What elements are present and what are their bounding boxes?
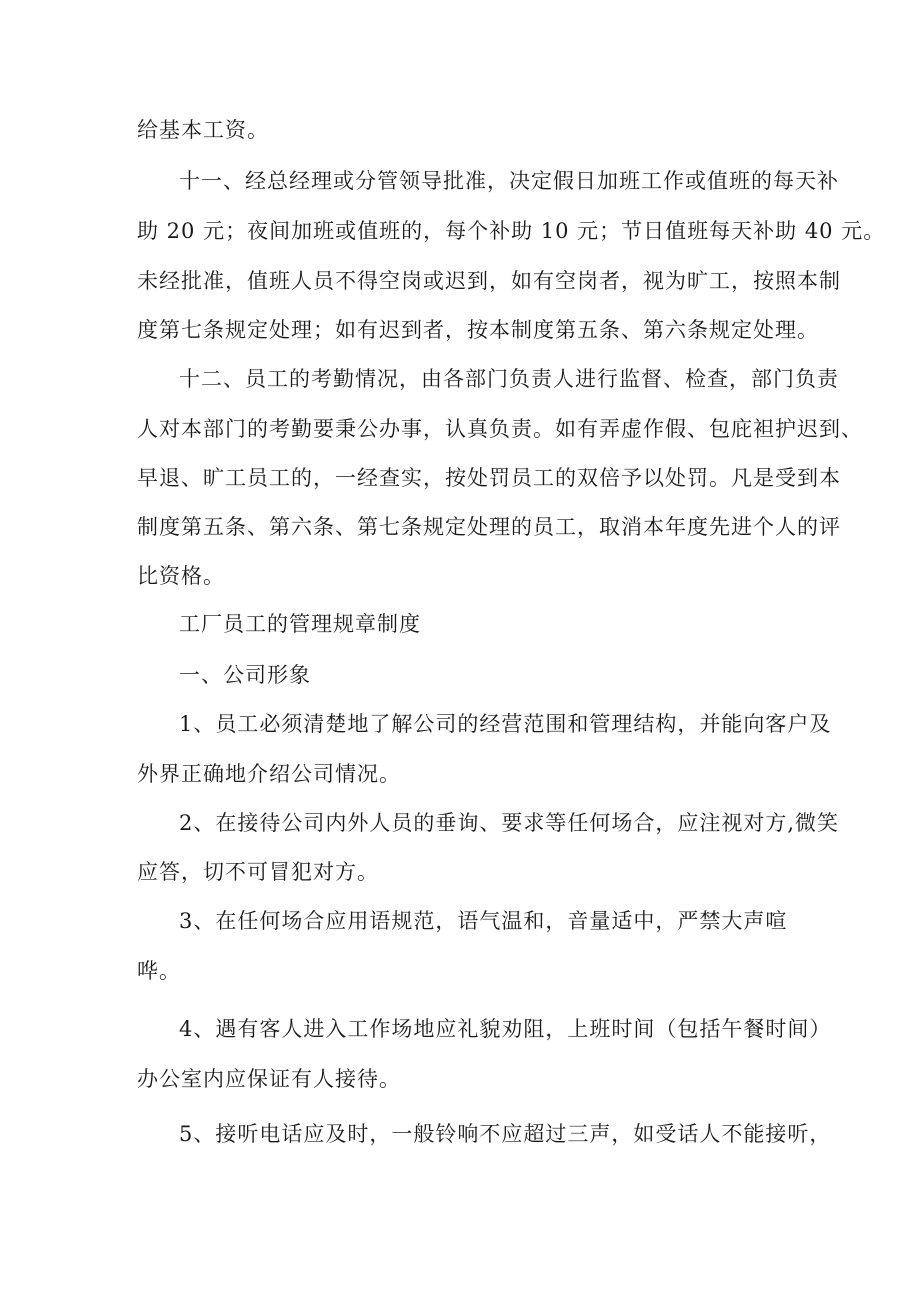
text-line: 5、接听电话应及时，一般铃响不应超过三声，如受话人不能接听， bbox=[179, 1122, 832, 1146]
text-line: 2、在接待公司内外人员的垂询、要求等任何场合，应注视对方,微笑 bbox=[179, 811, 840, 835]
text-line: 制度第五条、第六条、第七条规定处理的员工，取消本年度先进个人的评 bbox=[137, 515, 841, 539]
text-line: 给基本工资。 bbox=[137, 118, 269, 142]
text-line: 助 20 元；夜间加班或值班的，每个补助 10 元；节日值班每天补助 40 元。 bbox=[137, 219, 886, 243]
text-line: 1、员工必须清楚地了解公司的经营范围和管理结构，并能向客户及 bbox=[179, 712, 832, 736]
text-line: 办公室内应保证有人接待。 bbox=[137, 1067, 401, 1091]
text-line: 未经批准，值班人员不得空岗或迟到，如有空岗者，视为旷工，按照本制 bbox=[137, 269, 841, 293]
section-heading: 一、公司形象 bbox=[179, 663, 311, 687]
text-line: 早退、旷工员工的，一经查实，按处罚员工的双倍予以处罚。凡是受到本 bbox=[137, 466, 841, 490]
text-line: 外界正确地介绍公司情况。 bbox=[137, 762, 401, 786]
text-line: 十一、经总经理或分管领导批准，决定假日加班工作或值班的每天补 bbox=[179, 169, 839, 193]
text-line: 应答，切不可冒犯对方。 bbox=[137, 860, 379, 884]
text-line: 度第七条规定处理；如有迟到者，按本制度第五条、第六条规定处理。 bbox=[137, 318, 819, 342]
text-line: 4、遇有客人进入工作场地应礼貌劝阻，上班时间（包括午餐时间） bbox=[179, 1017, 832, 1041]
section-title: 工厂员工的管理规章制度 bbox=[179, 612, 421, 636]
text-line: 比资格。 bbox=[137, 564, 225, 588]
text-line: 哗。 bbox=[137, 959, 181, 983]
text-line: 人对本部门的考勤要秉公办事，认真负责。如有弄虚作假、包庇袒护迟到、 bbox=[137, 417, 863, 441]
text-line: 十二、员工的考勤情况，由各部门负责人进行监督、检查，部门负责 bbox=[179, 367, 839, 391]
text-line: 3、在任何场合应用语规范，语气温和，音量适中，严禁大声喧 bbox=[179, 909, 788, 933]
